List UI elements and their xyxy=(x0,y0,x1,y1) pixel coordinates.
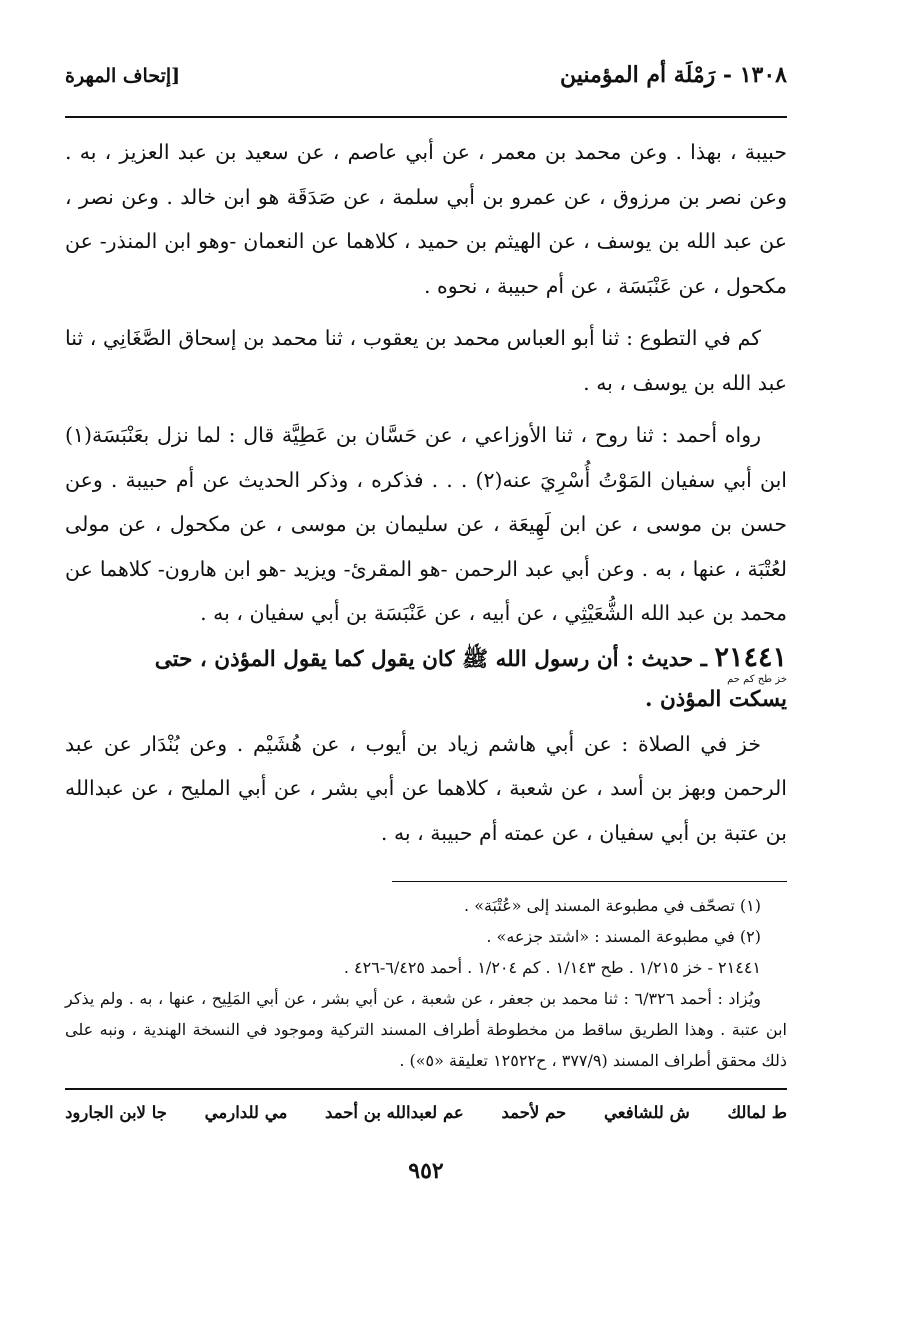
footnote-1: (١) تصحّف في مطبوعة المسند إلى «عُتْبَة» . xyxy=(464,896,761,915)
body-paragraph-4: خز في الصلاة : عن أبي هاشم زياد بن أيوب ، عن هُشَيْم . وعن بُنْدَار عن عبد الرحمن وبهز بن أسد ، عن شعبة ، كلاهما عن أبي بشر ، عن أبي المليح ، عن عبدالله بن عتبة بن أبي سفيان ، عن عمته أم حبيبة ، به . xyxy=(65,731,787,845)
abbreviations-rule xyxy=(65,1088,787,1090)
abbreviation-item: ش للشافعي xyxy=(604,1103,690,1122)
body-paragraph-2: كم في التطوع : ثنا أبو العباس محمد بن يعقوب ، ثنا محمد بن إسحاق الصَّغَانِي ، ثنا عبد الله بن يوسف ، به . xyxy=(65,326,787,395)
page-number: ٩٥٢ xyxy=(408,1158,444,1184)
hadith-number: ٢١٤٤١ xyxy=(714,641,787,673)
footnote-references: ٢١٤٤١ - خز ١/٢١٥ . طح ١/١٤٣ . كم ١/٢٠٤ . أحمد ٦/٤٢٥-٤٢٦ . xyxy=(343,958,761,977)
header-book-title: [إتحاف المهرة xyxy=(65,65,181,87)
hadith-sources-sigla: خز طح كم حم xyxy=(727,673,787,685)
hadith-text-end: يسكت المؤذن . xyxy=(644,686,787,712)
body-paragraph-1: حبيبة ، بهذا . وعن محمد بن معمر ، عن أبي عاصم ، عن سعيد بن عبد العزيز ، به . وعن نصر بن مرزوق ، عن عمرو بن أبي سلمة ، عن صَدَقَة هو ابن خالد . وعن نصر ، عن عبد الله بن يوسف ، عن الهيثم بن حميد ، كلاهما عن النعمان -وهو ابن المنذر- عن مكحول ، عن عَنْبَسَة ، عن أم حبيبة ، نحوه . xyxy=(65,140,787,298)
abbreviation-item: جا لابن الجارود xyxy=(65,1103,167,1122)
abbreviation-item: ط لمالك xyxy=(727,1103,787,1122)
spacer xyxy=(65,714,787,722)
hadith-text: ـ حديث : أن رسول الله ﷺ كان يقول كما يقول المؤذن ، حتى xyxy=(154,646,707,672)
footnote-rule xyxy=(392,881,787,882)
abbreviation-item: مي للدارمي xyxy=(204,1103,288,1122)
footnote-2: (٢) في مطبوعة المسند : «اشتد جزعه» . xyxy=(486,927,761,946)
running-header xyxy=(65,58,787,98)
spacer xyxy=(65,308,787,316)
document-page xyxy=(65,58,787,1184)
footnote-addition: ويُزاد : أحمد ٦/٣٢٦ : ثنا محمد بن جعفر ، عن شعبة ، عن أبي بشر ، عن أبي المَلِيح ، عنها ، به . ولم يذكر ابن عتبة . وهذا الطريق ساقط من مخطوطة أطراف المسند التركية وموجود في النسخة الهندية ، ونبه على ذلك محقق أطراف المسند (٣٧٧/٩ ، ح١٢٥٢٢ تعليقة «٥») . xyxy=(65,989,787,1070)
header-chapter-title: ١٣٠٨ - رَمْلَة أم المؤمنين xyxy=(560,62,787,88)
abbreviation-item: حم لأحمد xyxy=(501,1103,567,1122)
header-rule xyxy=(65,116,787,118)
spacer xyxy=(65,405,787,413)
abbreviations-line xyxy=(65,1098,787,1128)
hadith-entry xyxy=(65,638,787,714)
abbreviation-item: عم لعبدالله بن أحمد xyxy=(325,1103,464,1122)
body-paragraph-3: رواه أحمد : ثنا روح ، ثنا الأوزاعي ، عن حَسَّان بن عَطِيَّة قال : لما نزل بعَنْبَسَة(١) ابن أبي سفيان المَوْتُ أُسْرِيَ عنه(٢) . . . فذكره ، وذكر الحديث عن أم حبيبة . وعن حسن بن موسى ، عن ابن لَهِيعَة ، عن سليمان بن موسى ، عن مكحول ، عن مولى لعُتْبَة ، عنها ، به . وعن أبي عبد الرحمن -هو المقرئ- ويزيد -هو ابن هارون- كلاهما عن محمد بن عبد الله الشُّعَيْثِي ، عن أبيه ، عن عَنْبَسَة بن أبي سفيان ، به . xyxy=(65,423,787,625)
